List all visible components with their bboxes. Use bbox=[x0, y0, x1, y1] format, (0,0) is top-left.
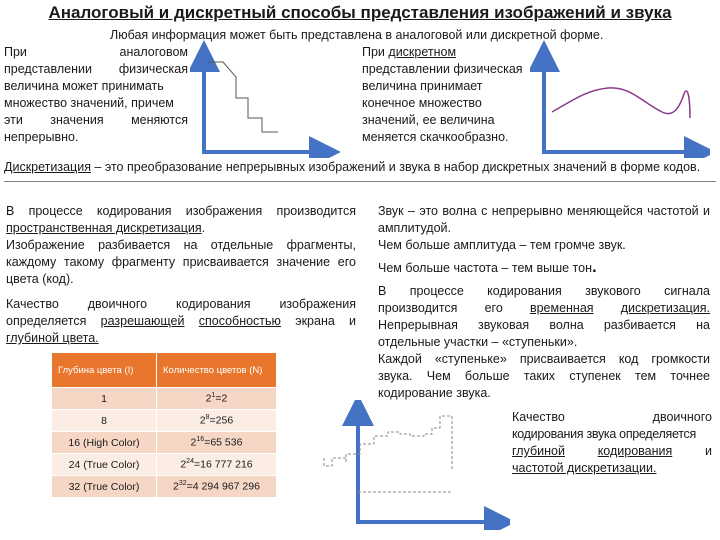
sound-quality-text: Качество двоичного кодирования звука определяется глубиной кодирования и частотой дискретизации. bbox=[512, 410, 712, 475]
sound-sampling-diagram bbox=[300, 400, 510, 530]
table-row: 24 (True Color) $2^{24}=16$ 777 216 bbox=[52, 454, 276, 476]
sampling-steps bbox=[346, 416, 452, 470]
divider bbox=[4, 181, 716, 182]
analog-staircase-diagram bbox=[190, 40, 340, 158]
table-row: 1 $2^1=2$ bbox=[52, 388, 276, 410]
continuous-wave-diagram bbox=[530, 40, 710, 158]
table-header-row bbox=[52, 353, 276, 388]
definition: Дискретизация – это преобразование непрерывных изображений и звука в набор дискретных значений в форме кодов. bbox=[4, 160, 701, 174]
discrete-description: При дискретном представлении физическая величина принимает конечное множество значений, ее величина меняется скачкообразно. bbox=[362, 45, 523, 144]
table-row: 8 $2^8=256$ bbox=[52, 410, 276, 432]
color-depth-table bbox=[52, 353, 276, 497]
header-colors: Количество цветов (N) bbox=[157, 353, 277, 388]
subtitle: Любая информация может быть представлена в аналоговой или дискретной форме. bbox=[110, 28, 604, 42]
sound-text: Звук – это волна с непрерывно меняющейся частотой и амплитудой. Чем больше амплитуда – тем громче звук. Чем больше частота – тем выше тон. В процессе кодирования звукового сигнала производится его временная дискретизация. Непрерывная звуковая волна разбивается на отдельные участки – «ступеньки». Каждой «ступеньке» присваивается код громкости звука. Чем больше таких ступенек тем точнее кодирование звука. bbox=[378, 204, 710, 400]
staircase-line bbox=[208, 62, 278, 132]
analog-description: При аналоговом представлении физическая величина может принимать множество значений, причем эти значения меняются непрерывно. bbox=[4, 45, 188, 144]
table-row: 32 (True Color) $2^{32}=4$ 294 967 296 bbox=[52, 476, 276, 498]
image-coding-text: В процессе кодирования изображения производится пространственная дискретизация. Изображение разбивается на отдельные фрагменты, каждому такому фрагменту присваивается значение его цвета (код). Качество двоичного кодирования изображения определяется разрешающей способностью экрана и глубиной цвета. bbox=[6, 204, 357, 345]
wave-curve bbox=[552, 88, 690, 118]
page-title: Аналоговый и дискретный способы представления изображений и звука bbox=[48, 3, 672, 22]
sampling-steps-low bbox=[324, 458, 346, 466]
header-depth: Глубина цвета (I) bbox=[52, 353, 157, 388]
table-row: 16 (High Color) $2^{16}=65$ 536 bbox=[52, 432, 276, 454]
